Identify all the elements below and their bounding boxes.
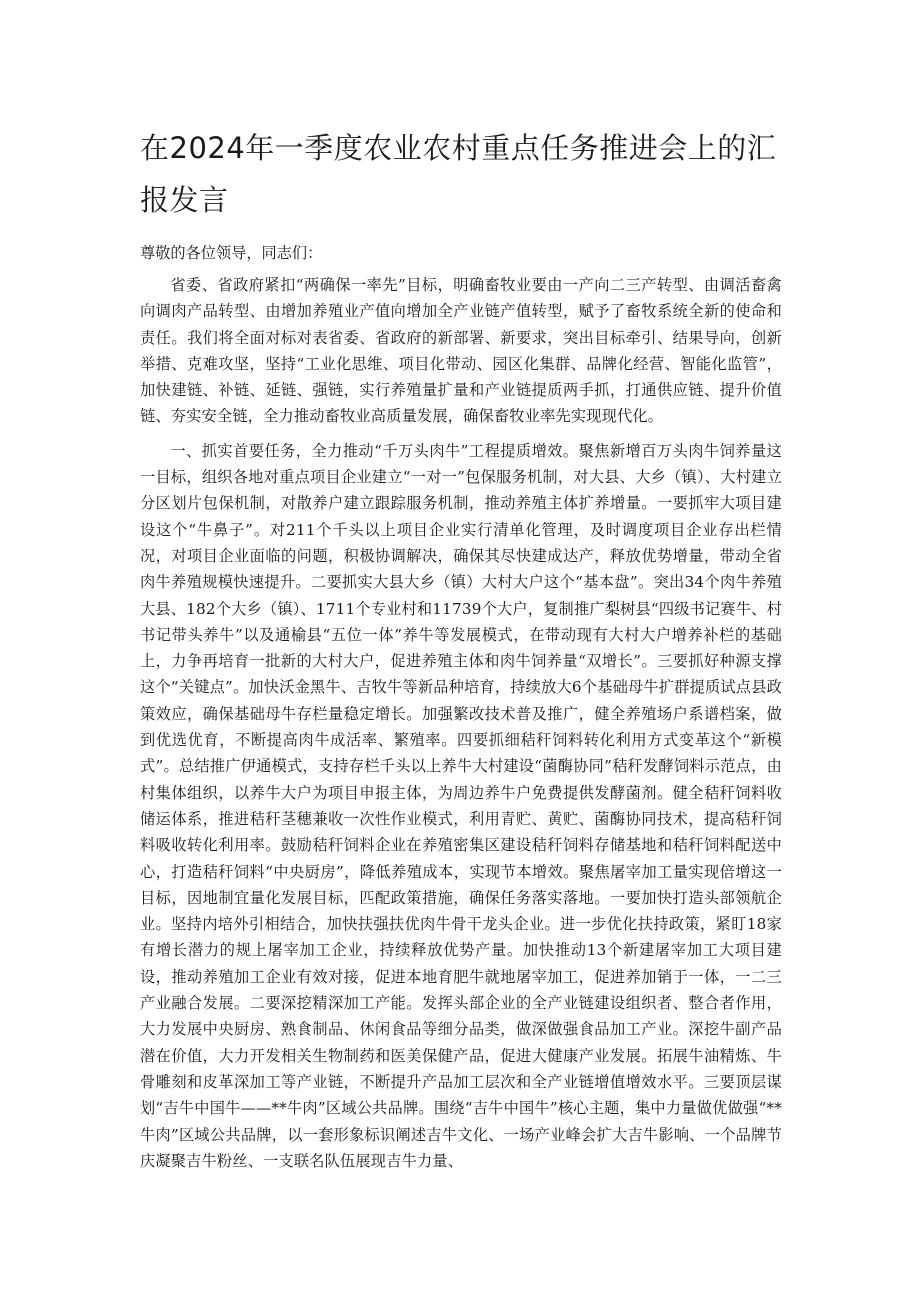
- salutation: 尊敬的各位领导，同志们：: [140, 244, 323, 262]
- paragraph-section-one: 一、抓实首要任务，全力推动“千万头肉牛”工程提质增效。聚焦新增百万头肉牛饲养量这一目标，组织各地对重点项目企业建立“一对一”包保服务机制，对大县、大乡（镇）、大村建立分区划片包保机制，对散养户建立跟踪服务机制，推动养殖主体扩养增量。一要抓牢大项目建设这个“牛鼻子”。对211个千头以上项目企业实行清单化管理，及时调度项目企业存出栏情况，对项目企业面临的问题，积极协调解决，确保其尽快建成达产，释放优势增量，带动全省肉牛养殖规模快速提升。二要抓实大县大乡（镇）大村大户这个“基本盘”。突出34个肉牛养殖大县、182个大乡（镇）、1711个专业村和11739个大户，复制推广梨树县“四级书记赛牛、村书记带头养牛”以及通榆县“五位一体”养牛等发展模式，在带动现有大村大户增养补栏的基础上，力争再培育一批新的大村大户，促进养殖主体和肉牛饲养量“双增长”。三要抓好种源支撑这个“关键点”。加快沃金黑牛、吉牧牛等新品种培育，持续放大6个基础母牛扩群提质试点县政策效应，确保基础母牛存栏量稳定增长。加强繁改技术普及推广，健全养殖场户系谱档案，做到优选优育，不断提高肉牛成活率、繁殖率。四要抓细秸秆饲料转化利用方式变革这个“新模式”。总结推广伊通模式，支持存栏千头以上养牛大村建设“菌酶协同”秸秆发酵饲料示范点，由村集体组织，以养牛大户为项目申报主体，为周边养牛户免费提供发酵菌剂。健全秸秆饲料收储运体系，推进秸秆茎穗兼收一次性作业模式，利用青贮、黄贮、菌酶协同技术，提高秸秆饲料吸收转化利用率。鼓励秸秆饲料企业在养殖密集区建设秸秆饲料存储基地和秸秆饲料配送中心，打造秸秆饲料“中央厨房”，降低养殖成本，实现节本增效。聚焦屠宰加工量实现倍增这一目标，因地制宜量化发展目标，匹配政策措施，确保任务落实落地。一要加快打造头部领航企业。坚持内培外引相结合，加快扶强扶优肉牛骨干龙头企业。进一步优化扶持政策，紧盯18家有增长潜力的规上屠宰加工企业，持续释放优势产量。加快推动13个新建屠宰加工大项目建设，推动养殖加工企业有效对接，促进本地育肥牛就地屠宰加工，促进养加销于一体，一二三产业融合发展。二要深挖精深加工产能。发挥头部企业的全产业链建设组织者、整合者作用，大力发展中央厨房、熟食制品、休闲食品等细分品类，做深做强食品加工产业。深挖牛副产品潜在价值，大力开发相关生物制药和医美保健产品，促进大健康产业发展。拓展牛油精炼、牛骨雕刻和皮革深加工等产业链，不断提升产品加工层次和全产业链增值增效水平。三要顶层谋划“吉牛中国牛——**牛肉”区域公共品牌。围绕“吉牛中国牛”核心主题，集中力量做优做强“**牛肉”区域公共品牌，以一套形象标识阐述吉牛文化、一场产业峰会扩大吉牛影响、一个品牌节庆凝聚吉牛粉丝、一支联名队伍展现吉牛力量、: [140, 441, 782, 1170]
- document-title: 在2024年一季度农业农村重点任务推进会上的汇报发言: [140, 131, 777, 217]
- paragraph-intro: 省委、省政府紧扣“两确保一率先”目标，明确畜牧业要由一产向二三产转型、由调活畜禽向调肉产品转型、由增加养殖业产值向增加全产业链产值转型，赋予了畜牧系统全新的使命和责任。我们将全面对标对表省委、省政府的新部署、新要求，突出目标牵引、结果导向，创新举措、克难攻坚，坚持“工业化思维、项目化带动、园区化集群、品牌化经营、智能化监管”，加快建链、补链、延链、强链，实行养殖量扩量和产业链提质两手抓，打通供应链、提升价值链、夯实安全链，全力推动畜牧业高质量发展，确保畜牧业率先实现现代化。: [140, 276, 782, 426]
